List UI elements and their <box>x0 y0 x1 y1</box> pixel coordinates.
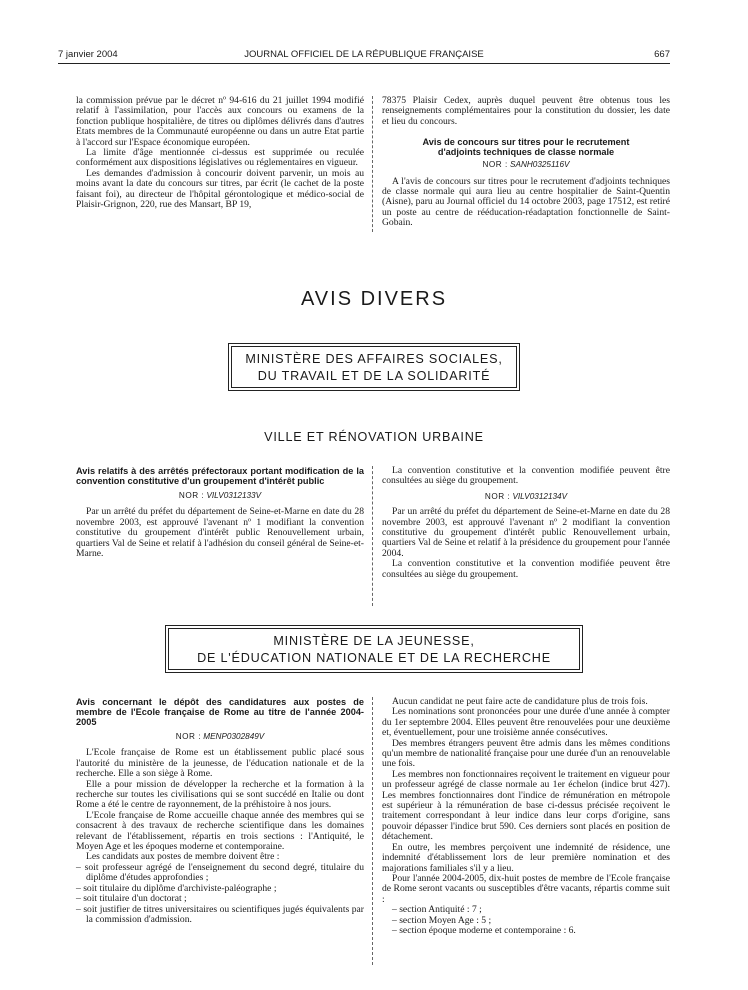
paragraph: Aucun candidat ne peut faire acte de candidature plus de trois fois. <box>392 696 648 707</box>
eligibility-list <box>76 863 364 925</box>
notice-title: Avis concernant le dépôt des candidatures aux postes de membre de l'Ecole française de Rome au titre de l'année 2004-2005 <box>76 697 364 727</box>
paragraph: la commission prévue par le décret nº 94-616 du 21 juillet 1994 modifié relatif à l'assimilation, pour l'accès aux concours ou examens de la fonction publique hospitalière, de titres ou diplômes délivrés dans d'autres Etats membres de la Communauté européenne ou dans un autre Etat partie à l'accord sur l'Espace économique européen. <box>76 95 364 148</box>
paragraph: Pour l'année 2004-2005, dix-huit postes de membre de l'Ecole française de Rome seront vacants ou susceptibles d'être vacants, répartis comme suit : <box>382 872 670 905</box>
list-item: – section Antiquité : 7 ; <box>392 905 670 915</box>
column-divider <box>372 96 373 232</box>
top-right-column <box>382 96 670 229</box>
nor-label: NOR : <box>482 160 508 170</box>
nor-code: VILV0312133V <box>206 491 262 500</box>
column-divider <box>372 697 373 965</box>
nor-code: MENP0302849V <box>203 732 265 741</box>
nor-reference <box>76 491 364 501</box>
paragraph: Les demandes d'admission à concourir doivent parvenir, un mois au moins avant la date du concours sur titres, par écrit (le cachet de la poste faisant foi), au directeur de l'hôpital gérontologique et médico-social de Plaisir-Grignon, 220, rue des Mansart, BP 19, <box>76 167 364 211</box>
nor-label: NOR : <box>178 491 205 500</box>
nor-reference <box>76 732 364 742</box>
column-divider <box>372 466 373 606</box>
section-heading: VILLE ET RÉNOVATION URBAINE <box>264 430 484 444</box>
paragraph: Par un arrêté du préfet du département de Seine-et-Marne en date du 28 novembre 2003, est approuvé l'avenant nº 2 modifiant la convention constitutive du groupement d'intérêt public Renouvellement urbain, quartiers Val de Seine et relatif à la présidence du groupement pour l'année 2004. <box>382 506 670 559</box>
paragraph: L'Ecole française de Rome est un établissement public placé sous l'autorité du ministère de la jeunesse, de l'éducation nationale et de la recherche. Elle a son siège à Rome. <box>76 747 364 780</box>
paragraph: A l'avis de concours sur titres pour le recrutement d'adjoints techniques de classe normale qui aura lieu au centre hospitalier de Saint-Quentin (Aisne), paru au Journal officiel du 14 octobre 2003, page 17512, est retiré un poste au centre de rééducation-réadaptation fonctionnelle de Saint-Gobain. <box>382 175 670 229</box>
sections-list <box>382 905 670 936</box>
nor-label: NOR : <box>175 732 201 741</box>
nor-label: NOR : <box>484 491 511 501</box>
paragraph: Elle a pour mission de développer la recherche et la formation à la recherche sur toutes les civilisations qui se sont succédé en Italie ou dont Rome a été le centre de rayonnement, de la préhistoire à nos jours. <box>76 778 364 811</box>
notice-title: Avis relatifs à des arrêtés préfectoraux portant modification de la convention constitutive d'un groupement d'intérêt public <box>76 466 364 486</box>
list-item: – soit titulaire d'un doctorat ; <box>76 894 364 904</box>
list-item: – soit professeur agrégé de l'enseignement du second degré, titulaire du diplôme d'études approfondies ; <box>76 863 364 884</box>
paragraph: Des membres étrangers peuvent être admis dans les mêmes conditions qu'un membre de nationalité française pour une durée d'un an renouvelable une fois. <box>382 737 670 770</box>
paragraph: Par un arrêté du préfet du département de Seine-et-Marne en date du 28 novembre 2003, est approuvé l'avenant nº 1 modifiant la convention constitutive du groupement d'intérêt public Renouvellement urbain, quartiers Val de Seine et relatif à l'adhésion du conseil général de Seine-et-Marne. <box>76 506 364 560</box>
bottom-right-column <box>382 697 670 936</box>
nor-reference <box>382 160 670 170</box>
paragraph: Les membres non fonctionnaires reçoivent le traitement en vigueur pour un professeur agrégé de classe normale au 1er échelon (indice brut 427). Les membres fonctionnaires dont l'indice de rémunération en métropole est supérieur à la rémunération de base ci-dessus précisée reçoivent le traitement correspondant à leur indice dans leur corps d'origine, sans pouvoir dépasser l'indice brut 590. Ces derniers sont placés en position de détachement. <box>382 768 670 843</box>
paragraph: Les candidats aux postes de membre doivent être : <box>86 851 280 863</box>
header-rule <box>58 63 670 64</box>
list-item: – soit titulaire du diplôme d'archiviste-paléographe ; <box>76 884 364 894</box>
mid-left-column <box>76 466 364 559</box>
paragraph: L'Ecole française de Rome accueille chaque année des membres qui se consacrent à des travaux de recherche scientifique dans les domaines relevant de l'établissement, répartis en trois sections : l'Antiquité, le Moyen Age et les époques moderne et contemporaine. <box>76 809 364 853</box>
avis-divers-heading: AVIS DIVERS <box>300 288 448 310</box>
header-date: 7 janvier 2004 <box>58 49 118 60</box>
nor-code: VILV0312134V <box>512 491 568 501</box>
notice-title: Avis de concours sur titres pour le recrutement d'adjoints techniques de classe normale <box>422 137 630 158</box>
list-item: – section époque moderne et contemporaine : 6. <box>392 926 670 936</box>
paragraph: La convention constitutive et la convention modifiée peuvent être consultées au siège du groupement. <box>382 558 670 580</box>
list-item: – soit justifier de titres universitaires ou scientifiques jugés équivalents par la commission d'admission. <box>76 905 364 926</box>
list-item: – section Moyen Age : 5 ; <box>392 916 670 926</box>
top-left-column <box>76 96 364 210</box>
paragraph: Les nominations sont prononcées pour une durée d'une année à compter du 1er septembre 2004. Elles peuvent être renouvelées pour une deuxième et, éventuellement, pour une troisième année consécutives. <box>382 706 670 739</box>
ministry-box-education <box>168 628 580 670</box>
mid-right-column <box>382 466 670 580</box>
header-page-number: 667 <box>654 49 670 60</box>
nor-code: SANH0325116V <box>510 160 570 170</box>
ministry-line: MINISTÈRE DE LA JEUNESSE, <box>273 634 475 648</box>
paragraph: La convention constitutive et la convention modifiée peuvent être consultées au siège du groupement. <box>382 465 670 487</box>
ministry-line: DE L'ÉDUCATION NATIONALE ET DE LA RECHERCHE <box>197 651 551 665</box>
nor-reference <box>382 492 670 502</box>
bottom-left-column <box>76 697 364 925</box>
ministry-box-social-affairs <box>231 346 517 388</box>
ministry-line: DU TRAVAIL ET DE LA SOLIDARITÉ <box>257 369 491 383</box>
paragraph: En outre, les membres perçoivent une indemnité de résidence, une indemnité d'établissement lors de leur première nomination et des majorations familiales s'il y a lieu. <box>382 841 670 874</box>
paragraph: 78375 Plaisir Cedex, auprès duquel peuvent être obtenus tous les renseignements complémentaires pour la constitution du dossier, les date et lieu du concours. <box>382 95 670 127</box>
paragraph: La limite d'âge mentionnée ci-dessus est supprimée ou reculée conformément aux dispositions législatives ou réglementaires en vigueur. <box>76 147 364 169</box>
ministry-line: MINISTÈRE DES AFFAIRES SOCIALES, <box>245 352 503 366</box>
header-journal-title: JOURNAL OFFICIEL DE LA RÉPUBLIQUE FRANÇAISE <box>244 49 484 60</box>
